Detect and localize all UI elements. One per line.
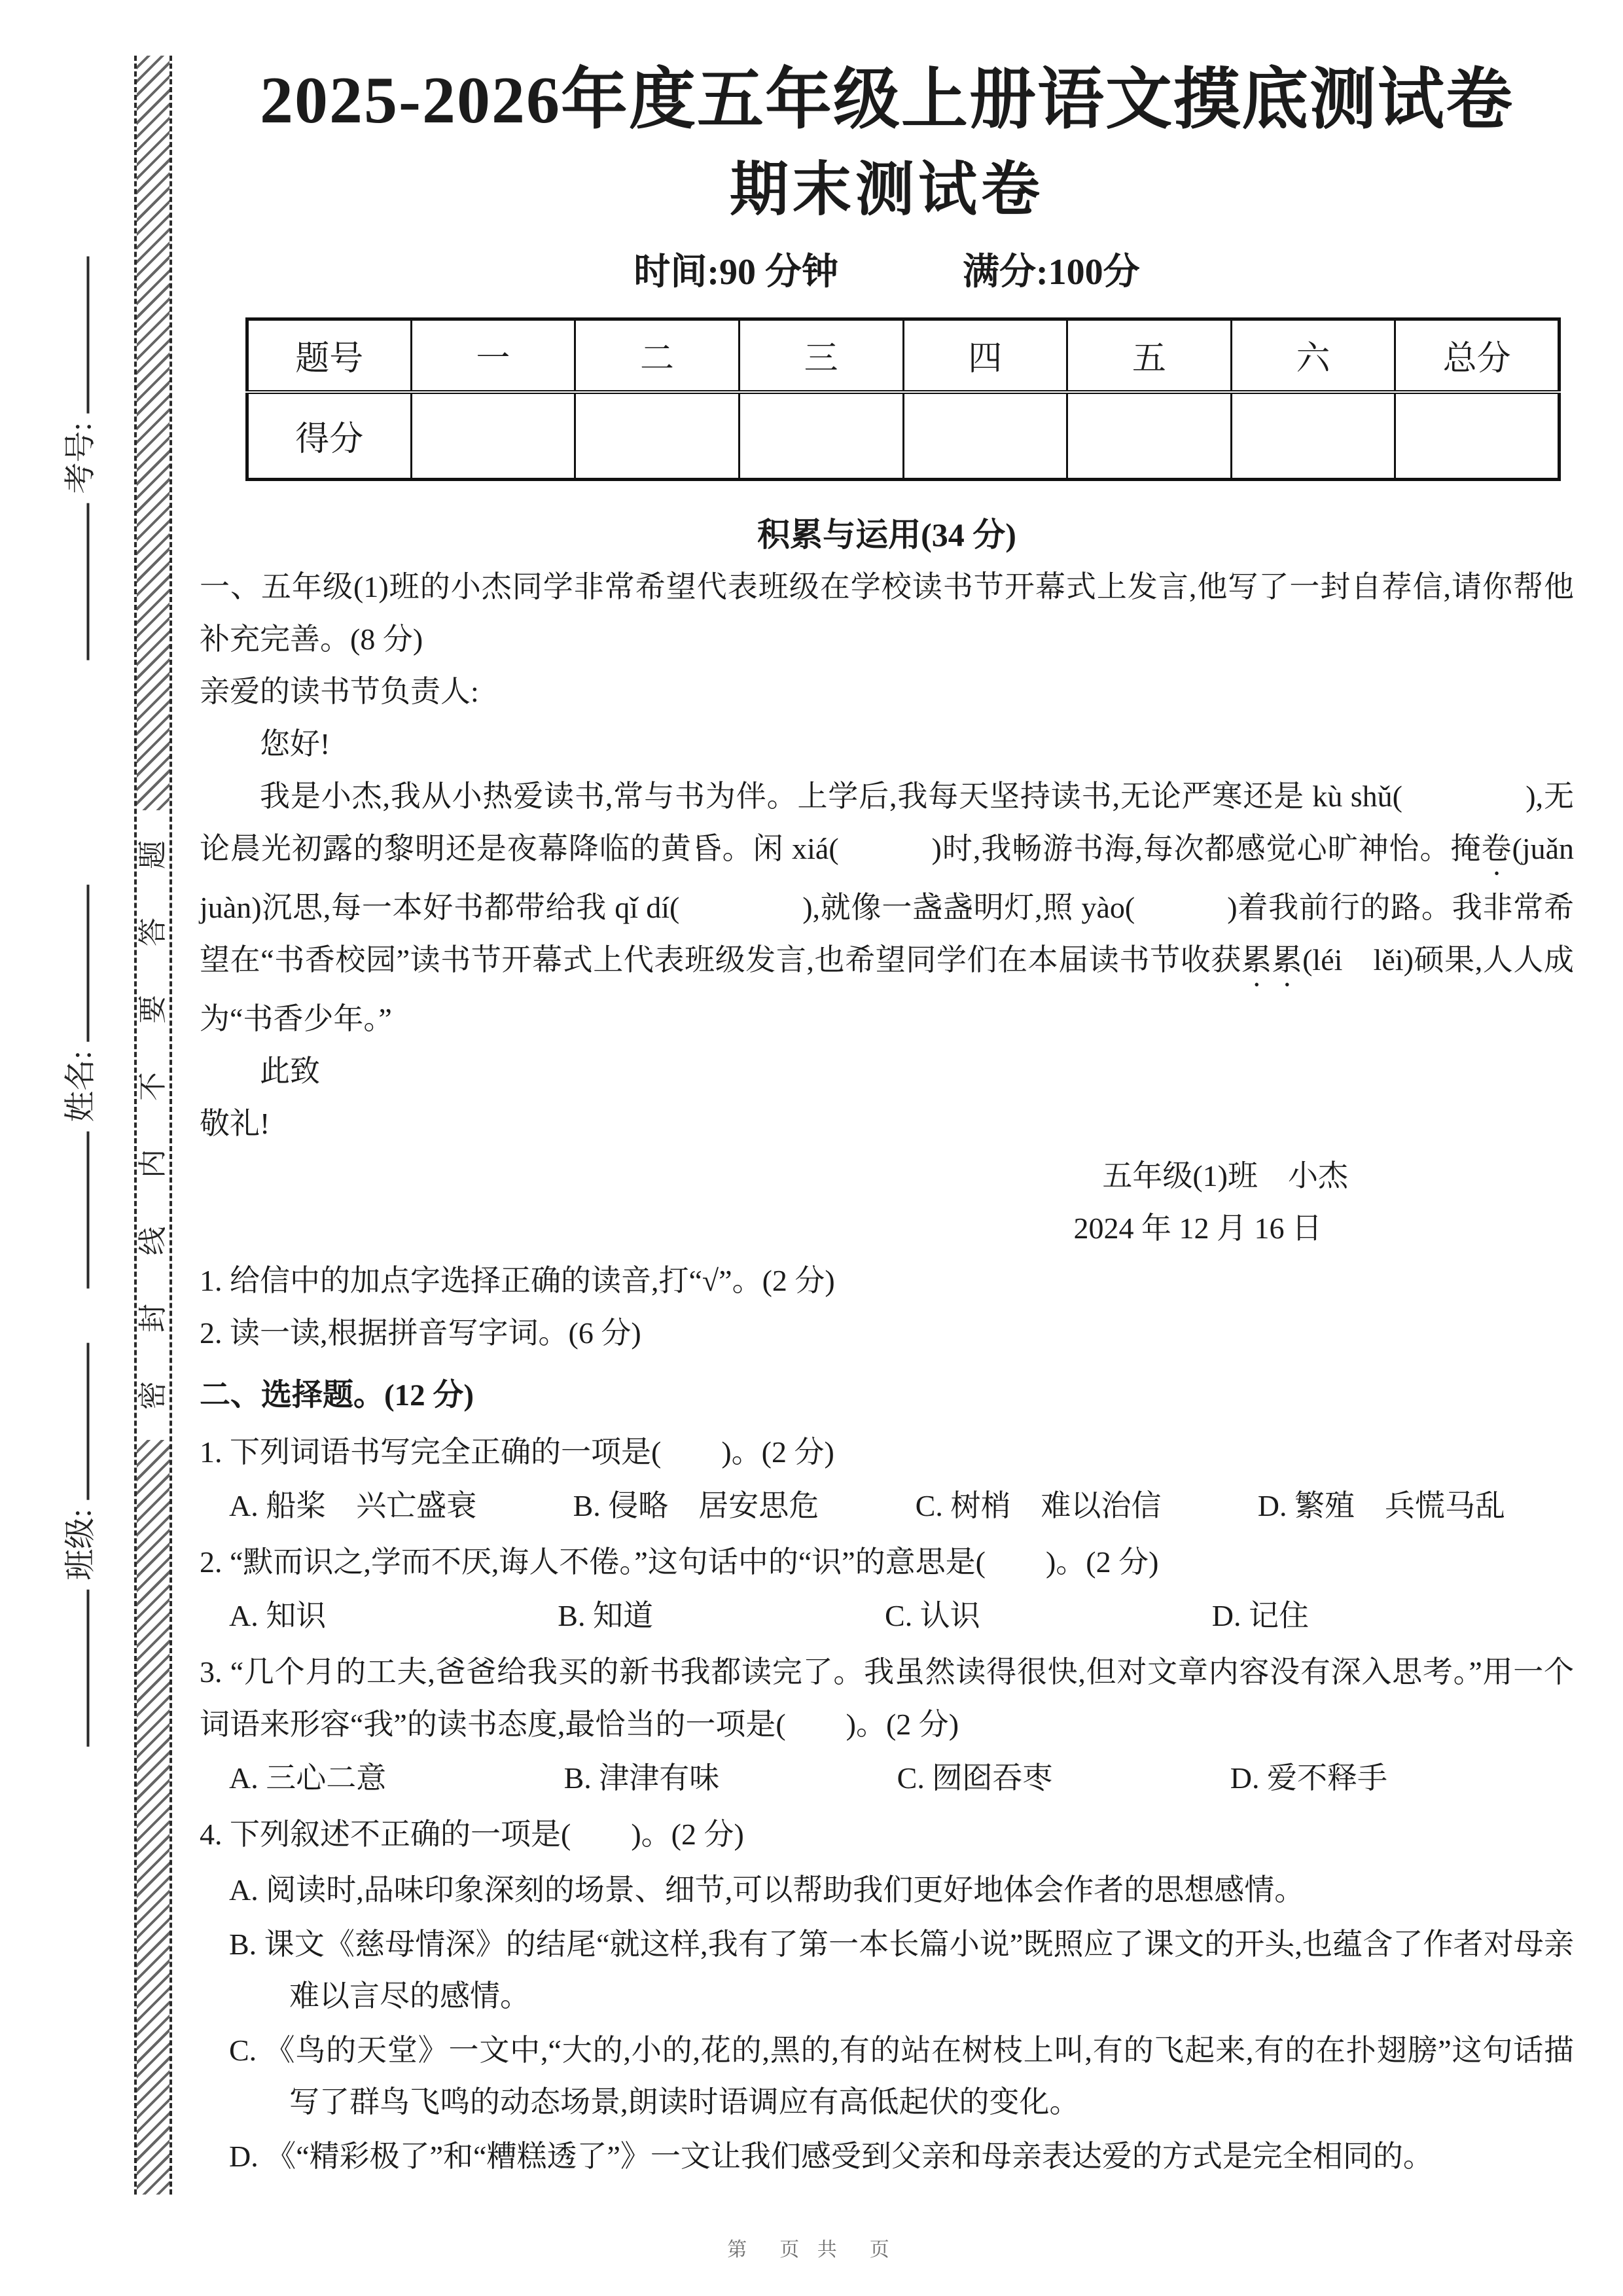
option-b: B. 知道 <box>558 1599 653 1633</box>
letter-salutation: 亲爱的读书节负责人: <box>200 674 479 708</box>
choice-q4-option-c: C. 《鸟的天堂》一文中,“大的,小的,花的,黑的,有的站在树枝上叫,有的飞起来,有的在扑翅膀”这句话描写了群鸟飞鸣的动态场景,朗读时语调应有高低起伏的变化。 <box>229 2033 1574 2119</box>
seal-char: 封 <box>137 1304 169 1333</box>
choice-q1-stem: 1. 下列词语书写完全正确的一项是( )。(2 分) <box>200 1435 834 1469</box>
exam-number-label <box>55 247 100 669</box>
letter-dotted-char-leilei: 累累 <box>1241 942 1303 977</box>
seal-char: 题 <box>137 840 169 869</box>
seal-char: 要 <box>137 995 169 1024</box>
letter-body-part: (juǎn juàn)沉思,每一本好书都带给我 qǐ dí( ),就像一盏盏明灯,照 yào( )着我前行的路。我非常希望在“书香校园”读书节开幕式上代表班级发言,也希望同学们在本届读书节收获 <box>200 831 1604 977</box>
choice-q3-options <box>229 1752 1387 1804</box>
seal-hatch-top <box>137 56 169 810</box>
option-b: B. 津津有味 <box>563 1761 720 1795</box>
option-d: D. 爱不释手 <box>1230 1761 1387 1795</box>
exam-title: 2025-2026年度五年级上册语文摸底测试卷 <box>260 63 1514 137</box>
letter-closing: 此致 <box>260 1054 320 1088</box>
score-table-header-cell: 四 <box>903 319 1067 392</box>
letter-signature: 五年级(1)班 小杰 <box>1102 1158 1348 1193</box>
exam-number-label-text: 考号: <box>63 422 98 494</box>
page-footer: 第 页 共 页 <box>727 2239 896 2261</box>
score-row-label: 得分 <box>247 392 412 480</box>
exam-time: 时间:90 分钟 <box>633 251 838 293</box>
score-cell-empty <box>1395 392 1560 480</box>
option-d: D. 繁殖 兵慌马乱 <box>1257 1489 1505 1523</box>
student-name-blank-line <box>77 1132 89 1289</box>
letter-date: 2024 年 12 月 16 日 <box>1073 1211 1322 1245</box>
score-cell-empty <box>903 392 1067 480</box>
option-c: C. 囫囵吞枣 <box>897 1761 1053 1795</box>
class-blank-line <box>77 1590 89 1747</box>
score-cell-empty <box>575 392 740 480</box>
seal-char: 不 <box>137 1072 169 1101</box>
seal-line-strip <box>134 56 172 2195</box>
score-cell-empty <box>739 392 903 480</box>
letter-greeting: 您好! <box>260 726 330 761</box>
exam-meta <box>200 243 1574 295</box>
score-table-header-cell: 题号 <box>247 319 412 392</box>
subquestion-1: 1. 给信中的加点字选择正确的读音,打“√”。(2 分) <box>200 1263 835 1297</box>
letter-body-part: (léi lěi)硕果,人人成为“书香少年。” <box>200 942 1574 1035</box>
student-name-label-text: 姓名: <box>63 1050 98 1122</box>
choice-q2-stem: 2. “默而识之,学而不厌,诲人不倦。”这句话中的“识”的意思是( )。(2 分) <box>200 1545 1159 1579</box>
option-b: B. 侵略 居安思危 <box>573 1489 819 1523</box>
seal-hatch-bottom <box>137 1440 169 2195</box>
score-cell-empty <box>1067 392 1232 480</box>
seal-char: 密 <box>137 1381 169 1410</box>
choice-q1-options <box>229 1480 1505 1532</box>
choice-q3-stem: 3. “几个月的工夫,爸爸给我买的新书我都读完了。我虽然读得很快,但对文章内容没有深入思考。”用一个词语来形容“我”的读书态度,最恰当的一项是( )。(2 分) <box>200 1655 1574 1742</box>
score-table-header-cell: 五 <box>1067 319 1232 392</box>
option-a: A. 知识 <box>229 1599 327 1633</box>
letter-dotted-char-juan: 卷 <box>1481 831 1512 865</box>
option-c: C. 树梢 难以治信 <box>915 1489 1162 1523</box>
class-blank-line <box>77 1342 89 1499</box>
class-label-text: 班级: <box>63 1509 98 1581</box>
score-table-header-cell: 三 <box>739 319 903 392</box>
score-table-header-cell: 一 <box>411 319 575 392</box>
choice-q2-options <box>229 1590 1309 1642</box>
option-a: A. 船桨 兴亡盛衰 <box>229 1489 477 1523</box>
seal-char: 内 <box>137 1149 169 1178</box>
letter-body <box>200 770 1604 1045</box>
score-table-header-cell: 二 <box>575 319 740 392</box>
exam-number-blank-line <box>77 503 89 660</box>
letter-salute: 敬礼! <box>200 1106 270 1140</box>
score-table <box>245 317 1561 481</box>
exam-subtitle: 期末测试卷 <box>730 157 1044 223</box>
score-table-score-row <box>247 392 1560 480</box>
subquestion-2: 2. 读一读,根据拼音写字词。(6 分) <box>200 1316 641 1350</box>
student-name-blank-line <box>77 884 89 1041</box>
seal-char: 答 <box>137 918 169 946</box>
seal-char: 线 <box>137 1227 169 1255</box>
score-cell-empty <box>411 392 575 480</box>
question1-intro: 一、五年级(1)班的小杰同学非常希望代表班级在学校读书节开幕式上发言,他写了一封自荐信,请你帮他补充完善。(8 分) <box>200 569 1574 656</box>
exam-full-score: 满分:100分 <box>963 251 1140 293</box>
letter-body-part: 我是小杰,我从小热爱读书,常与书为伴。上学后,我每天坚持读书,无论严寒还是 kù shǔ( ),无论晨光初露的黎明还是夜幕降临的黄昏。闲 xiá( )时,我畅游书海,每次都感觉心旷神怡。掩 <box>200 779 1574 865</box>
choice-q4-option-d: D. 《“精彩极了”和“糟糕透了”》一文让我们感受到父亲和母亲表达爱的方式是完全相同的。 <box>229 2140 1433 2174</box>
choice-q4-stem: 4. 下列叙述不正确的一项是( )。(2 分) <box>200 1818 744 1852</box>
score-cell-empty <box>1231 392 1395 480</box>
student-name-label <box>55 875 100 1297</box>
seal-line-text <box>137 810 169 1440</box>
score-table-header-row <box>247 319 1560 392</box>
section1-heading: 积累与运用(34 分) <box>757 516 1016 553</box>
choice-q4-option-b: B. 课文《慈母情深》的结尾“就这样,我有了第一本长篇小说”既照应了课文的开头,也蕴含了作者对母亲难以言尽的感情。 <box>229 1927 1574 2013</box>
option-d: D. 记住 <box>1211 1599 1309 1633</box>
class-label <box>55 1333 100 1755</box>
score-table-header-cell: 六 <box>1231 319 1395 392</box>
choice-q4-option-a: A. 阅读时,品味印象深刻的场景、细节,可以帮助我们更好地体会作者的思想感情。 <box>229 1873 1305 1907</box>
exam-number-blank-line <box>77 256 89 413</box>
option-a: A. 三心二意 <box>229 1761 387 1795</box>
score-table-header-cell: 总分 <box>1395 319 1560 392</box>
option-c: C. 认识 <box>885 1599 980 1633</box>
exam-content <box>200 58 1604 2182</box>
section2-heading: 二、选择题。(12 分) <box>200 1378 474 1412</box>
